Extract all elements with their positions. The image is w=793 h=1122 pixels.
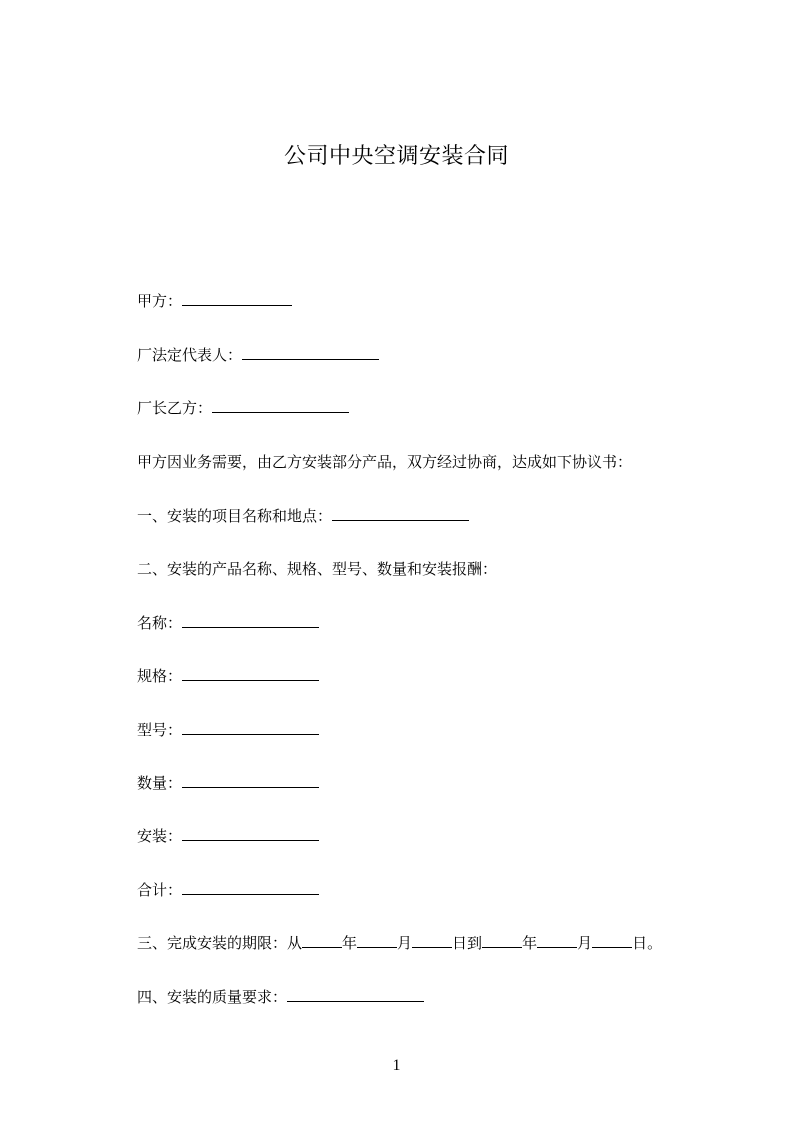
quantity-line: [137, 773, 319, 793]
legal-rep-blank[interactable]: [242, 345, 379, 360]
day-to-label: 日到: [452, 934, 483, 952]
clause-1-label: 一、安装的项目名称和地点：: [137, 507, 333, 525]
end-day-label: 日。: [632, 934, 663, 952]
document-title: 公司中央空调安装合同: [283, 144, 509, 169]
party-a-label: 甲方：: [137, 292, 183, 310]
total-line: [137, 880, 319, 900]
spec-blank[interactable]: [182, 666, 319, 681]
model-blank[interactable]: [182, 720, 319, 735]
install-line: [137, 826, 319, 846]
end-year-label: 年: [522, 934, 538, 952]
party-b-label: 厂长乙方：: [137, 399, 213, 417]
total-label: 合计：: [137, 881, 183, 899]
clause-4-line: [137, 987, 424, 1007]
install-blank[interactable]: [182, 826, 319, 841]
legal-rep-line: [137, 345, 379, 365]
party-b-blank[interactable]: [212, 398, 349, 413]
start-year-blank[interactable]: [302, 933, 342, 948]
end-month-blank[interactable]: [537, 933, 577, 948]
total-blank[interactable]: [182, 880, 319, 895]
end-month-label: 月: [577, 934, 593, 952]
clause-4-label: 四、安装的质量要求：: [137, 988, 288, 1006]
clause-4-blank[interactable]: [287, 987, 424, 1002]
intro-paragraph: 甲方因业务需要，由乙方安装部分产品，双方经过协商，达成如下协议书：: [137, 453, 633, 471]
start-year-label: 年: [342, 934, 358, 952]
clause-1-blank[interactable]: [332, 506, 469, 521]
party-b-line: [137, 398, 349, 418]
name-line: [137, 613, 319, 633]
party-a-line: [137, 291, 292, 311]
model-line: [137, 720, 319, 740]
clause-2-line: 二、安装的产品名称、规格、型号、数量和安装报酬：: [137, 560, 498, 578]
spec-label: 规格：: [137, 667, 183, 685]
party-a-blank[interactable]: [182, 291, 292, 306]
quantity-label: 数量：: [137, 774, 183, 792]
start-day-blank[interactable]: [412, 933, 452, 948]
page-number: 1: [392, 1057, 401, 1074]
start-month-blank[interactable]: [357, 933, 397, 948]
name-blank[interactable]: [182, 613, 319, 628]
clause-3-label: 三、完成安装的期限：从: [137, 934, 303, 952]
clause-3-line: [137, 933, 662, 953]
start-month-label: 月: [397, 934, 413, 952]
end-day-blank[interactable]: [592, 933, 632, 948]
install-label: 安装：: [137, 827, 183, 845]
name-label: 名称：: [137, 614, 183, 632]
model-label: 型号：: [137, 721, 183, 739]
quantity-blank[interactable]: [182, 773, 319, 788]
legal-rep-label: 厂法定代表人：: [137, 346, 243, 364]
spec-line: [137, 666, 319, 686]
clause-1-line: [137, 506, 469, 526]
end-year-blank[interactable]: [482, 933, 522, 948]
